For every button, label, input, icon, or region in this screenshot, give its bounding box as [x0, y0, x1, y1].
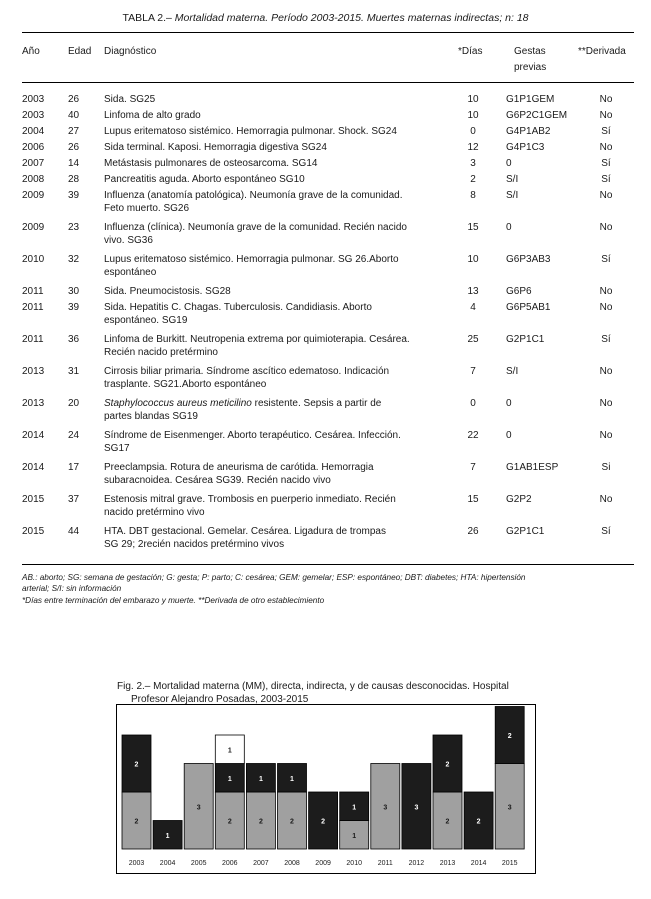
row-year: 2013: [22, 398, 45, 409]
row-gestas: G1P1GEM: [506, 94, 555, 105]
row-year: 2011: [22, 334, 44, 345]
bar-value-label: 3: [383, 804, 388, 812]
diagnosis-line2: trasplante. SG21.Aborto espontáneo: [104, 379, 267, 390]
table-header-rule: [22, 82, 634, 83]
row-days: 8: [470, 190, 476, 201]
bar-value-label: 1: [352, 832, 357, 840]
bar-value-label: 2: [258, 818, 263, 826]
row-days: 15: [467, 494, 479, 505]
table-bottom-rule: [22, 564, 634, 565]
row-gestas: G4P1AB2: [506, 126, 551, 137]
diagnosis-line2: SG 29; 2recién nacidos pretérmino vivos: [104, 539, 285, 550]
row-age: 26: [68, 142, 80, 153]
x-tick-label: 2012: [408, 860, 425, 867]
row-gestas: 0: [506, 158, 512, 169]
row-age: 40: [68, 110, 80, 121]
header-derived: **Derivada: [578, 46, 626, 57]
row-derived: Sí: [601, 526, 611, 537]
diagnosis-line1: Sida. Pneumocistosis. SG28: [104, 286, 231, 297]
row-year: 2003: [22, 94, 45, 105]
row-age: 20: [68, 398, 80, 409]
bar-value-label: 2: [290, 818, 294, 826]
row-age: 14: [68, 158, 80, 169]
header-gestas-line1: Gestas: [514, 46, 546, 57]
diagnosis-line1: Cirrosis biliar primaria. Síndrome ascítico edematoso. Indicación: [104, 366, 390, 377]
row-derived: Sí: [601, 334, 611, 345]
header-gestas-line2: previas: [514, 62, 547, 73]
row-diagnosis: [104, 125, 452, 138]
diagnosis-line1: Influenza (anatomía patológica). Neumonía grave de la comunidad.: [104, 190, 403, 201]
row-diagnosis: [104, 189, 452, 215]
row-diagnosis: [104, 429, 452, 455]
row-year: 2007: [22, 158, 45, 169]
row-derived: Sí: [601, 174, 611, 185]
x-tick-label: 2007: [253, 860, 269, 867]
row-age: 39: [68, 190, 80, 201]
bar-value-label: 2: [445, 761, 450, 769]
row-age: 39: [68, 302, 80, 313]
row-gestas: G2P2: [506, 494, 532, 505]
diagnosis-line1: HTA. DBT gestacional. Gemelar. Cesárea. Ligadura de trompas: [104, 526, 386, 537]
row-derived: Si: [601, 462, 611, 473]
row-gestas: 0: [506, 398, 512, 409]
x-tick-label: 2004: [159, 860, 176, 867]
bar-value-label: 3: [507, 804, 512, 812]
diagnosis-line2: nacido pretérmino vivo: [104, 507, 205, 518]
row-year: 2010: [22, 254, 45, 265]
row-gestas: G4P1C3: [506, 142, 545, 153]
row-year: 2009: [22, 222, 45, 233]
row-year: 2013: [22, 366, 45, 377]
row-days: 0: [470, 398, 476, 409]
header-days: *Días: [458, 46, 483, 57]
row-age: 32: [68, 254, 80, 265]
row-age: 28: [68, 174, 80, 185]
row-derived: No: [599, 94, 613, 105]
row-year: 2004: [22, 126, 45, 137]
row-year: 2015: [22, 526, 45, 537]
bar-value-label: 3: [414, 804, 419, 812]
bar-value-label: 1: [290, 775, 294, 783]
diagnosis-line1: Sida terminal. Kaposi. Hemorragia digestiva SG24: [104, 142, 327, 153]
row-gestas: S/I: [506, 174, 519, 185]
row-gestas: 0: [506, 430, 512, 441]
diagnosis-line1: Influenza (clínica). Neumonía grave de la comunidad. Recién nacido: [104, 222, 407, 233]
row-days: 0: [470, 126, 476, 137]
diagnosis-line1: Linfoma de Burkitt. Neutropenia extrema por quimioterapia. Cesárea.: [104, 334, 410, 345]
row-gestas: G1AB1ESP: [506, 462, 559, 473]
bar-value-label: 1: [227, 775, 232, 783]
diagnosis-line2: partes blandas SG19: [104, 411, 198, 422]
row-diagnosis: [104, 525, 452, 551]
row-gestas: G6P6: [506, 286, 532, 297]
diagnosis-line2: subaracnoidea. Cesárea SG39. Recién nacido vivo: [104, 475, 331, 486]
header-diagnosis: Diagnóstico: [104, 46, 157, 57]
diagnosis-line2: espontáneo. SG19: [104, 315, 188, 326]
diagnosis-line1: Linfoma de alto grado: [104, 110, 201, 121]
row-diagnosis: [104, 253, 452, 279]
row-gestas: G2P1C1: [506, 526, 545, 537]
row-days: 7: [470, 366, 476, 377]
header-age: Edad: [68, 46, 92, 57]
x-tick-label: 2008: [284, 860, 300, 867]
row-year: 2011: [22, 302, 44, 313]
row-derived: No: [599, 142, 613, 153]
row-days: 15: [467, 222, 479, 233]
diagnosis-line1: Síndrome de Eisenmenger. Aborto terapéutico. Cesárea. Infección.: [104, 430, 401, 441]
row-diagnosis: [104, 109, 452, 122]
bar-value-label: 1: [258, 775, 263, 783]
row-age: 36: [68, 334, 80, 345]
table-top-rule: [22, 32, 634, 33]
row-days: 2: [470, 174, 476, 185]
header-year: Año: [22, 46, 40, 57]
bar-value-label: 3: [196, 804, 201, 812]
footnote-abbreviations: AB.: aborto; SG: semana de gestación; G: gesta; P: parto; C: cesárea; GEM: gemelar; ESP: espontáneo; DBT: diabetes; HTA: hipertensión: [22, 573, 526, 582]
footnote-asterisks: *Días entre terminación del embarazo y muerte. **Derivada de otro establecimiento: [22, 596, 325, 605]
row-age: 31: [68, 366, 80, 377]
row-days: 10: [467, 110, 479, 121]
row-days: 13: [467, 286, 479, 297]
row-age: 27: [68, 126, 80, 137]
mortality-stacked-bar-chart: [116, 704, 536, 874]
diagnosis-italic-text: Staphylococcus aureus meticilino: [104, 398, 252, 409]
diagnosis-line1: Lupus eritematoso sistémico. Hemorragia pulmonar. SG 26.Aborto: [104, 254, 399, 265]
diagnosis-line2: SG17: [104, 443, 130, 454]
row-days: 7: [470, 462, 476, 473]
bar-value-label: 1: [227, 747, 232, 755]
row-diagnosis: [104, 365, 452, 391]
bar-value-label: 2: [445, 818, 450, 826]
row-age: 30: [68, 286, 80, 297]
row-age: 24: [68, 430, 80, 441]
diagnosis-line2: vivo. SG36: [104, 235, 153, 246]
row-gestas: G2P1C1: [506, 334, 545, 345]
row-year: 2009: [22, 190, 45, 201]
row-diagnosis: [104, 141, 452, 154]
row-derived: No: [599, 286, 613, 297]
row-year: 2014: [22, 462, 45, 473]
row-gestas: G6P5AB1: [506, 302, 551, 313]
row-year: 2014: [22, 430, 45, 441]
x-tick-label: 2013: [439, 860, 456, 867]
row-derived: Sí: [601, 126, 611, 137]
row-diagnosis: [104, 301, 452, 327]
row-diagnosis: [104, 397, 452, 423]
row-days: 22: [467, 430, 479, 441]
row-gestas: G6P2C1GEM: [506, 110, 568, 121]
diagnosis-line1: Pancreatitis aguda. Aborto espontáneo SG10: [104, 174, 305, 185]
diagnosis-line1: resistente. Sepsis a partir de: [251, 398, 382, 409]
row-days: 26: [467, 526, 479, 537]
figure-caption-line2: Profesor Alejandro Posadas, 2003-2015: [131, 694, 309, 705]
row-diagnosis: [104, 157, 452, 170]
row-gestas: S/I: [506, 190, 519, 201]
row-diagnosis: [104, 461, 452, 487]
row-diagnosis: [104, 493, 452, 519]
bar-value-label: 2: [227, 818, 232, 826]
figure-caption: [117, 680, 509, 706]
bar-value-label: 2: [507, 733, 512, 740]
row-derived: No: [599, 494, 613, 505]
row-diagnosis: [104, 173, 452, 186]
row-derived: No: [599, 190, 613, 201]
figure-caption-line1: Fig. 2.– Mortalidad materna (MM), directa, indirecta, y de causas desconocidas. Hospital: [117, 681, 509, 692]
row-derived: No: [599, 110, 613, 121]
x-tick-label: 2009: [315, 860, 331, 867]
row-year: 2006: [22, 142, 45, 153]
row-diagnosis: [104, 333, 452, 359]
row-diagnosis: [104, 285, 452, 298]
x-tick-label: 2003: [128, 860, 145, 867]
row-gestas: G6P3AB3: [506, 254, 551, 265]
row-year: 2008: [22, 174, 45, 185]
row-year: 2011: [22, 286, 44, 297]
bar-value-label: 2: [134, 761, 139, 769]
row-derived: No: [599, 398, 613, 409]
diagnosis-line1: Sida. Hepatitis C. Chagas. Tuberculosis. Candidiasis. Aborto: [104, 302, 372, 313]
diagnosis-line1: Lupus eritematoso sistémico. Hemorragia pulmonar. Shock. SG24: [104, 126, 397, 137]
bar-value-label: 2: [321, 818, 326, 826]
row-age: 26: [68, 94, 80, 105]
x-tick-label: 2014: [470, 860, 487, 867]
diagnosis-line2: Recién nacido pretérmino: [104, 347, 218, 358]
diagnosis-line1: Sida. SG25: [104, 94, 156, 105]
row-derived: No: [599, 302, 613, 313]
row-gestas: S/I: [506, 366, 519, 377]
x-tick-label: 2011: [377, 860, 393, 867]
bar-value-label: 1: [165, 832, 170, 840]
row-days: 4: [470, 302, 476, 313]
row-age: 37: [68, 494, 80, 505]
row-days: 10: [467, 94, 479, 105]
row-year: 2015: [22, 494, 45, 505]
x-tick-label: 2006: [222, 860, 238, 867]
bar-value-label: 2: [134, 818, 139, 826]
row-derived: Sí: [601, 158, 611, 169]
x-tick-label: 2015: [501, 860, 518, 867]
x-tick-label: 2010: [346, 860, 362, 867]
row-derived: Sí: [601, 254, 611, 265]
row-age: 17: [68, 462, 80, 473]
row-days: 12: [467, 142, 479, 153]
row-days: 3: [470, 158, 476, 169]
row-age: 44: [68, 526, 80, 537]
row-age: 23: [68, 222, 80, 233]
diagnosis-line2: Feto muerto. SG26: [104, 203, 190, 214]
diagnosis-line2: espontáneo: [104, 267, 157, 278]
row-days: 25: [467, 334, 479, 345]
row-derived: No: [599, 430, 613, 441]
row-derived: No: [599, 366, 613, 377]
diagnosis-line1: Preeclampsia. Rotura de aneurisma de carótida. Hemorragia: [104, 462, 374, 473]
diagnosis-line1: Estenosis mitral grave. Trombosis en puerperio inmediato. Recién: [104, 494, 396, 505]
row-diagnosis: [104, 93, 452, 106]
footnote-abbreviations-cont: arterial; S/I: sin información: [22, 584, 122, 593]
bar-value-label: 1: [352, 804, 357, 812]
x-tick-label: 2005: [190, 860, 207, 867]
bar-value-label: 2: [476, 818, 481, 826]
row-derived: No: [599, 222, 613, 233]
row-gestas: 0: [506, 222, 512, 233]
row-diagnosis: [104, 221, 452, 247]
row-year: 2003: [22, 110, 45, 121]
row-days: 10: [467, 254, 479, 265]
table-title: TABLA 2.– Mortalidad materna. Período 2003-2015. Muertes maternas indirectas; n: 18: [122, 12, 529, 24]
diagnosis-line1: Metástasis pulmonares de osteosarcoma. SG14: [104, 158, 318, 169]
